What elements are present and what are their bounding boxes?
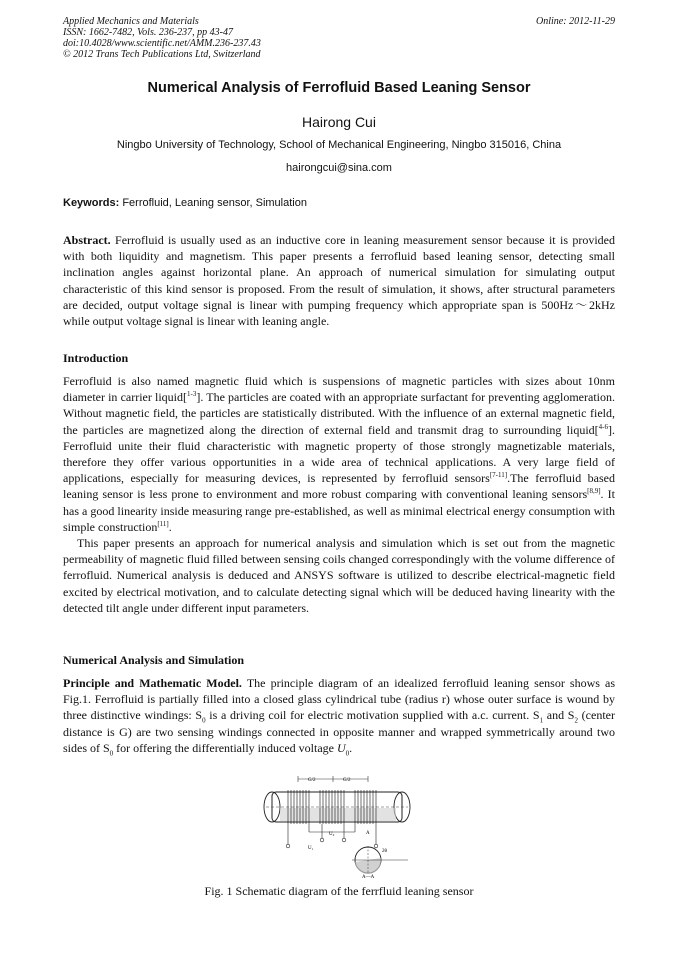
subscript: 1 <box>539 716 544 725</box>
subscript: 2 <box>574 716 578 725</box>
abstract <box>63 232 615 329</box>
abstract-label: Abstract. <box>63 233 111 247</box>
keywords-label: Keywords: <box>63 197 120 209</box>
citation: [11] <box>157 519 169 528</box>
online-date: Online: 2012-11-29 <box>536 16 615 27</box>
num-t1: The principle diagram of an idealized ferrofluid leaning sensor shows as Fig.1. Ferrofluid is partially filled into a closed glass cylindrical tube (radius r) whose outer surface is wound by three distinctive windings: S <box>63 676 616 723</box>
abstract-text: Ferrofluid is usually used as an inductive core in leaning measurement sensor because it is provided with both liquidity and magnetism. This paper presents a ferrofluid based leaning sensor, detecting small inclination angles against horizontal plane. An approach of numerical simulation for simulating output characteristic of this kind sensor is proposed. From the result of simulation, it shows, after structural parameters are decided, output voltage signal is linear with pumping frequency which appropriate span is 500Hz～2kHz while output voltage signal is linear with leaning angle. <box>63 233 616 329</box>
citation: 4-6 <box>598 422 608 431</box>
num-t2: is a driving coil for electric motivation supplied with a.c. current. S <box>205 708 540 723</box>
label-g-half-2: G/2 <box>343 778 351 783</box>
intro-p1-d: .The ferrofluid based leaning sensor is less prone to environment and more robust comparing with conventional leaning sensors <box>63 471 615 502</box>
doi-line: doi:10.4028/www.scientific.net/AMM.236-237.43 <box>63 38 261 49</box>
sensor-schematic <box>258 774 418 880</box>
num-t5: for offering the differentially induced voltage <box>113 740 337 755</box>
intro-p1-e: . It has a good linearity inside measuring range pre-established, as well as minimal electrical energy consumption with simple construction <box>63 487 615 534</box>
intro-p1-c: ]. Ferrofluid unite their fluid characteristic with magnetic property of those strongly magnetizable materials, therefore they offer various opportunities in a wide area of technical applications. A very large field of applications, especially for measuring devices, is represented by ferrofluid sensors <box>63 422 615 486</box>
num-t3: and S <box>543 708 575 723</box>
affiliation: Ningbo University of Technology, School of Mechanical Engineering, Ningbo 315016, China <box>116 139 562 151</box>
numerical-body <box>63 675 615 756</box>
intro-paragraph-1 <box>63 373 615 535</box>
principle-label: Principle and Mathematic Model. <box>63 676 242 690</box>
author-email: hairongcui@sina.com <box>286 162 392 174</box>
issn-line: ISSN: 1662-7482, Vols. 236-237, pp 43-47 <box>63 27 233 38</box>
keywords-text: Ferrofluid, Leaning sensor, Simulation <box>122 197 307 209</box>
num-t4: (center distance is G) are two sensing windings connected in opposite manner and wrapped symmetrically around two sides of S <box>63 708 615 755</box>
subscript: 0 <box>109 749 114 758</box>
figure-1 <box>258 774 418 880</box>
label-g-half-1: G/2 <box>308 778 316 783</box>
label-a: A <box>366 831 370 836</box>
subscript: 0 <box>345 749 350 758</box>
citation: [7-11] <box>489 471 508 480</box>
journal-header <box>63 16 615 60</box>
label-u1: U₁ <box>308 846 314 851</box>
intro-p1-b: ]. The particles are coated with an appropriate surfactant for preventing agglomeration. Without magnetic field, the particles are statistically distributed. With the influence of an external magnetic field, the particles are magnetized along the direction of external field and transmit drag to surrounding liquid[ <box>63 390 616 437</box>
citation: 1-3 <box>187 390 197 399</box>
introduction-body <box>63 373 615 616</box>
figure-caption: Fig. 1 Schematic diagram of the ferrfluid leaning sensor <box>204 884 474 898</box>
num-t6: . <box>349 740 353 755</box>
citation: [8,9] <box>587 487 601 496</box>
paper-title: Numerical Analysis of Ferrofluid Based Leaning Sensor <box>147 80 531 96</box>
introduction-heading: Introduction <box>63 351 129 365</box>
copyright-line: © 2012 Trans Tech Publications Ltd, Switzerland <box>63 49 261 60</box>
numerical-heading: Numerical Analysis and Simulation <box>63 653 245 667</box>
voltage-symbol: U <box>336 740 346 755</box>
label-section-aa: A—A <box>362 875 375 880</box>
label-two-theta: 2θ <box>382 849 387 854</box>
author-name: Hairong Cui <box>302 114 376 130</box>
label-u0: U₀ <box>329 832 335 837</box>
journal-name: Applied Mechanics and Materials <box>63 16 199 27</box>
intro-p1-f: . <box>168 519 172 534</box>
intro-p1-a: Ferrofluid is also named magnetic fluid which is suspensions of magnetic particles with sizes about 10nm diameter in carrier liquid[ <box>63 374 615 405</box>
subscript: 0 <box>202 716 206 725</box>
keywords <box>63 197 615 209</box>
intro-paragraph-2: This paper presents an approach for numerical analysis and simulation which is set out from the magnetic permeability of magnetic fluid filled between sensing coils changed correspondingly with the volume difference of ferrofluid. Numerical analysis is deduced and ANSYS software is utilized to describe electrical-magnetic field excited by electrical motivation, and to calculate detecting signal which will be deduced having linearity with the detected tilt angle under different input parameters. <box>63 536 615 615</box>
